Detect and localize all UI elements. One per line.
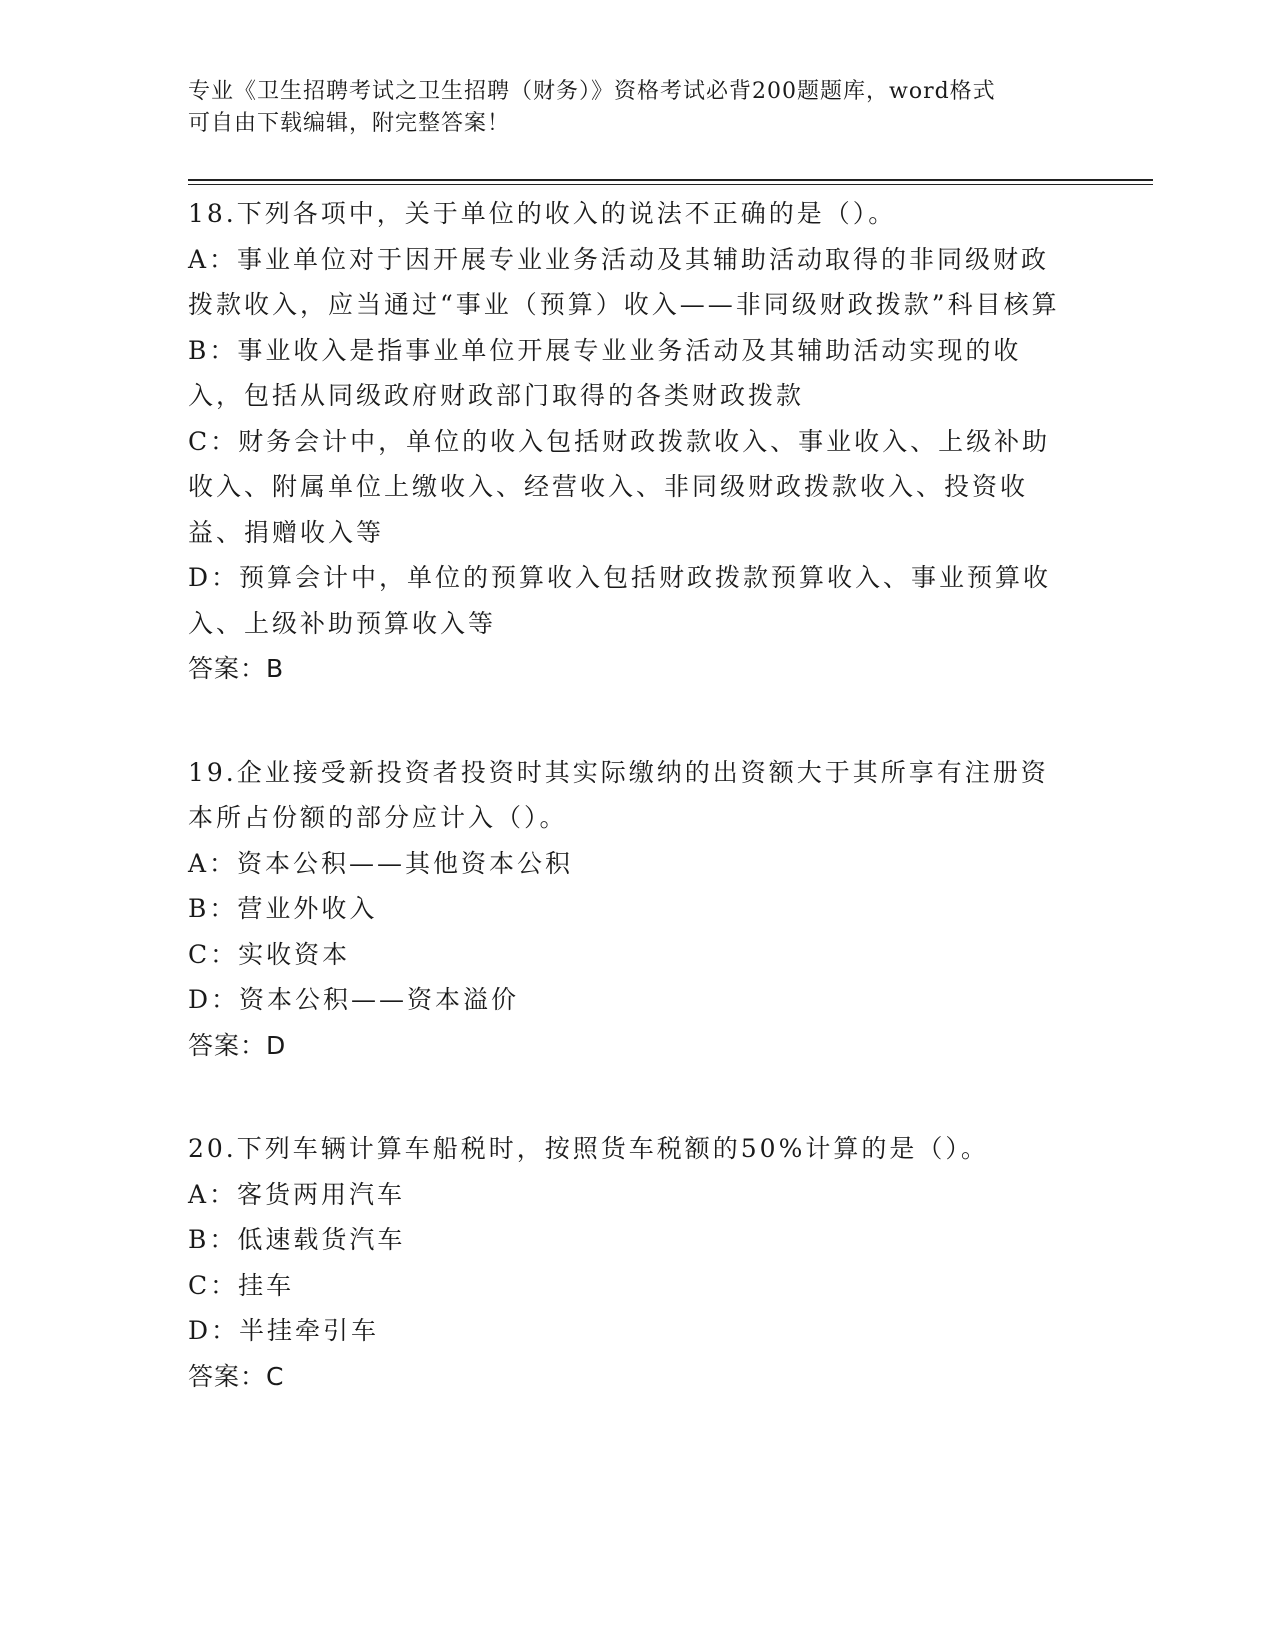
header-title-line-2: 可自由下载编辑，附完整答案！ bbox=[188, 111, 511, 136]
answer-text: 答案：C bbox=[188, 1361, 285, 1391]
option-b: B：事业收入是指事业单位开展专业业务活动及其辅助活动实现的收入，包括从同级政府财政部门取得的各类财政拨款 bbox=[188, 335, 1022, 410]
answer-text: 答案：B bbox=[188, 654, 285, 683]
header-divider-thin bbox=[188, 184, 1153, 185]
option-d: D：半挂牵引车 bbox=[188, 1316, 380, 1345]
header-title-line-1: 专业《卫生招聘考试之卫生招聘（财务）》资格考试必背200题题库，word格式 bbox=[188, 79, 996, 104]
option-a: A：事业单位对于因开展专业业务活动及其辅助活动取得的非同级财政拨款收入，应当通过“事业（预算）收入——非同级财政拨款”科目核算 bbox=[188, 244, 1060, 319]
option-d: D：资本公积——资本溢价 bbox=[188, 985, 520, 1014]
document-header bbox=[188, 76, 1068, 140]
header-divider-thick bbox=[188, 179, 1153, 181]
answer-text: 答案：D bbox=[188, 1030, 287, 1060]
option-b: B：低速载货汽车 bbox=[188, 1225, 406, 1254]
option-a: A：资本公积——其他资本公积 bbox=[188, 848, 574, 878]
option-c: C：财务会计中，单位的收入包括财政拨款收入、事业收入、上级补助收入、附属单位上缴收入、经营收入、非同级财政拨款收入、投资收益、捐赠收入等 bbox=[188, 426, 1051, 547]
question-19 bbox=[188, 750, 1068, 1069]
question-18 bbox=[188, 191, 1068, 692]
option-d: D：预算会计中，单位的预算收入包括财政拨款预算收入、事业预算收入、上级补助预算收入等 bbox=[188, 563, 1052, 638]
option-b: B：营业外收入 bbox=[188, 894, 378, 923]
question-stem: 18.下列各项中，关于单位的收入的说法不正确的是（）。 bbox=[188, 199, 897, 228]
option-c: C：挂车 bbox=[188, 1270, 295, 1300]
question-20 bbox=[188, 1126, 1068, 1399]
option-a: A：客货两用汽车 bbox=[188, 1179, 406, 1209]
option-c: C：实收资本 bbox=[188, 939, 351, 969]
question-list bbox=[188, 191, 1068, 1457]
question-stem: 20.下列车辆计算车船税时，按照货车税额的50%计算的是（）。 bbox=[188, 1134, 989, 1163]
question-stem: 19.企业接受新投资者投资时其实际缴纳的出资额大于其所享有注册资本所占份额的部分应计入（）。 bbox=[188, 757, 1049, 832]
